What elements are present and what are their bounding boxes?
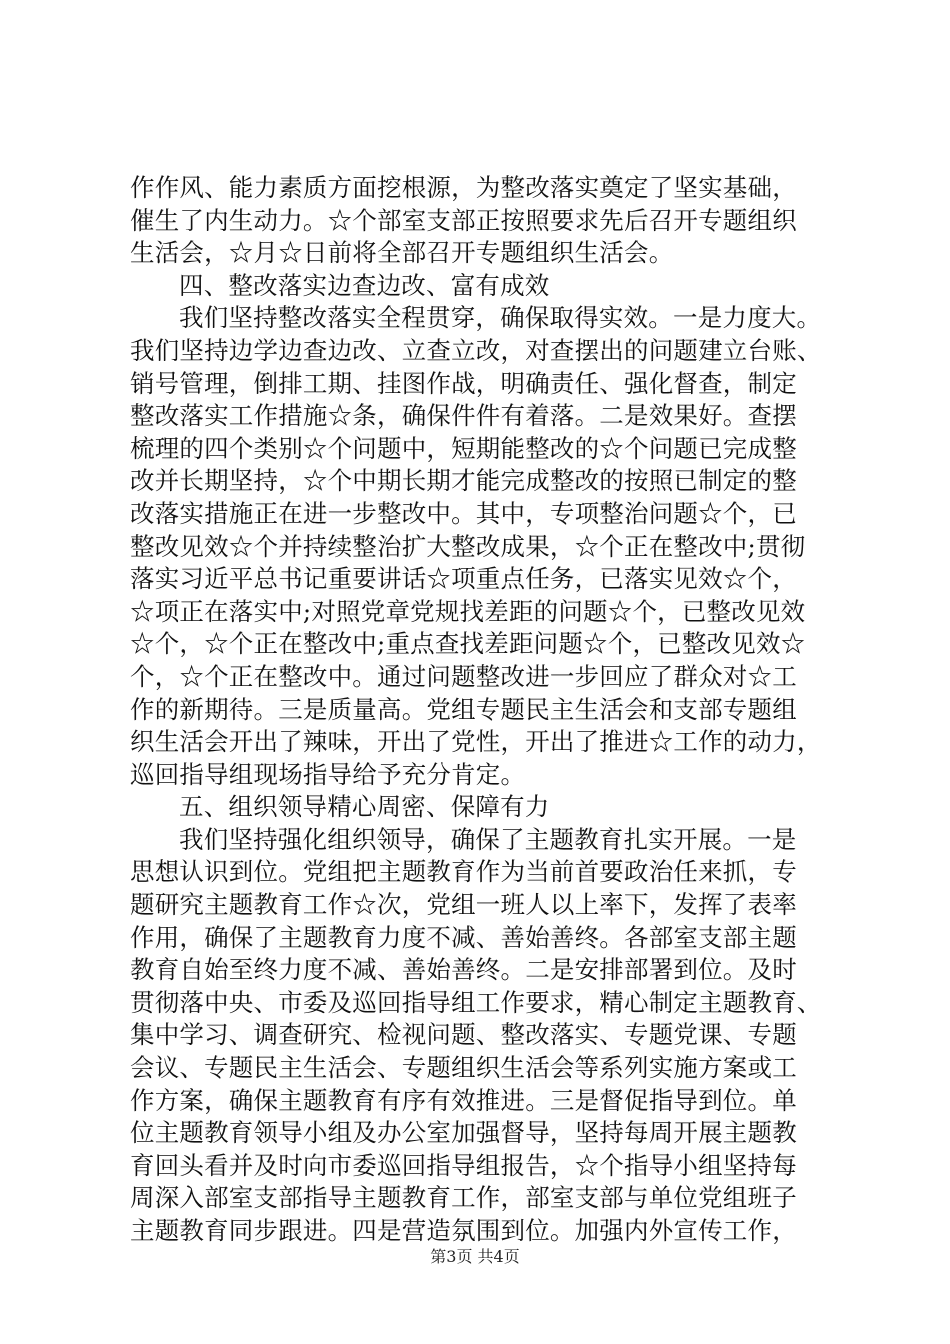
text-line: 育回头看并及时向市委巡回指导组报告，☆个指导小组坚持每 (130, 1150, 797, 1180)
text-line: 贯彻落中央、市委及巡回指导组工作要求，精心制定主题教育、 (130, 987, 822, 1017)
text-line: 教育自始至终力度不减、善始善终。二是安排部署到位。及时 (130, 955, 797, 985)
text-line: 巡回指导组现场指导给予充分肯定。 (130, 759, 526, 789)
text-line: 销号管理，倒排工期、挂图作战，明确责任、强化督查，制定 (130, 368, 797, 398)
text-line: 梳理的四个类别☆个问题中，短期能整改的☆个问题已完成整 (130, 433, 797, 463)
text-line: 改并长期坚持，☆个中期长期才能完成整改的按照已制定的整 (130, 466, 797, 496)
text-line: ☆个，☆个正在整改中;重点查找差距问题☆个，已整改见效☆ (130, 629, 806, 659)
document-body (130, 172, 850, 1248)
text-line: 题研究主题教育工作☆次，党组一班人以上率下，发挥了表率 (130, 890, 797, 920)
text-line: 改落实措施正在进一步整改中。其中，专项整治问题☆个，已 (130, 498, 797, 528)
text-line: 会议、专题民主生活会、专题组织生活会等系列实施方案或工 (130, 1053, 797, 1083)
text-line: 集中学习、调查研究、检视问题、整改落实、专题党课、专题 (130, 1020, 797, 1050)
text-line: 织生活会开出了辣味，开出了党性，开出了推进☆工作的动力， (130, 727, 822, 757)
text-line: 整改见效☆个并持续整治扩大整改成果，☆个正在整改中;贯彻 (130, 531, 806, 561)
text-line: 个，☆个正在整改中。通过问题整改进一步回应了群众对☆工 (130, 661, 797, 691)
text-line: 作的新期待。三是质量高。党组专题民主生活会和支部专题组 (130, 694, 797, 724)
text-line: 周深入部室支部指导主题教育工作，部室支部与单位党组班子 (130, 1183, 797, 1213)
text-line: ☆项正在落实中;对照党章党规找差距的问题☆个，已整改见效 (130, 596, 806, 626)
paragraph-start-line: 我们坚持整改落实全程贯穿，确保取得实效。一是力度大。 (179, 303, 822, 333)
paragraph-start-line: 五、组织领导精心周密、保障有力 (179, 792, 550, 822)
text-line: 催生了内生动力。☆个部室支部正按照要求先后召开专题组织 (130, 205, 797, 235)
paragraph-start-line: 四、整改落实边查边改、富有成效 (179, 270, 550, 300)
text-line: 主题教育同步跟进。四是营造氛围到位。加强内外宣传工作， (130, 1216, 797, 1245)
page-footer (0, 1247, 950, 1267)
text-line: 作作风、能力素质方面挖根源，为整改落实奠定了坚实基础， (130, 173, 797, 202)
text-line: 整改落实工作措施☆条，确保件件有着落。二是效果好。查摆 (130, 401, 797, 431)
text-line: 位主题教育领导小组及办公室加强督导，坚持每周开展主题教 (130, 1118, 797, 1148)
page-number: 第3页 共4页 (430, 1247, 520, 1266)
paragraph-start-line: 我们坚持强化组织领导，确保了主题教育扎实开展。一是 (179, 824, 797, 854)
text-line: 思想认识到位。党组把主题教育作为当前首要政治任来抓，专 (130, 857, 797, 887)
text-line: 我们坚持边学边查边改、立查立改，对查摆出的问题建立台账、 (130, 335, 822, 365)
text-line: 作方案，确保主题教育有序有效推进。三是督促指导到位。单 (130, 1085, 797, 1115)
text-line: 落实习近平总书记重要讲话☆项重点任务，已落实见效☆个， (130, 564, 797, 594)
text-line: 作用，确保了主题教育力度不减、善始善终。各部室支部主题 (130, 922, 797, 952)
text-line: 生活会，☆月☆日前将全部召开专题组织生活会。 (130, 238, 674, 268)
